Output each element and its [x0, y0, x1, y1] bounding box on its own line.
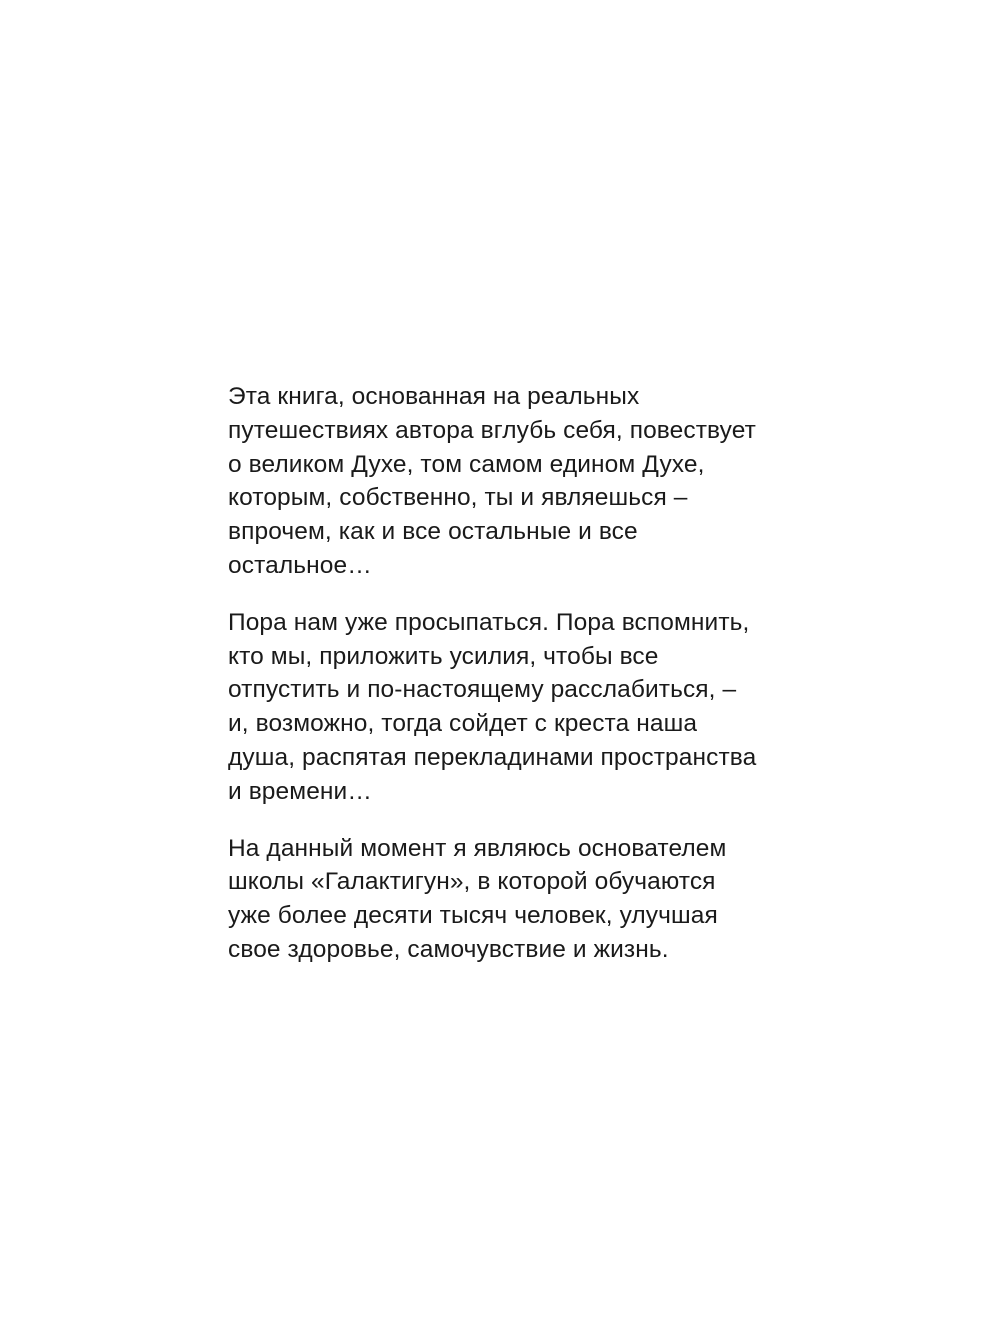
text-line: которым, собственно, ты и являешься –: [228, 484, 688, 512]
text-block: [228, 380, 788, 967]
paragraph-3: [228, 832, 788, 967]
text-line: душа, распятая перекладинами пространства: [228, 743, 757, 771]
text-line: и, возможно, тогда сойдет с креста наша: [228, 710, 698, 738]
text-line: впрочем, как и все остальные и все: [228, 518, 638, 546]
text-line: уже более десяти тысяч человек, улучшая: [228, 902, 718, 930]
text-line: о великом Духе, том самом едином Духе,: [228, 450, 705, 478]
text-line: путешествиях автора вглубь себя, повествует: [228, 416, 756, 444]
text-line: кто мы, приложить усилия, чтобы все: [228, 642, 659, 670]
text-line: Пора нам уже просыпаться. Пора вспомнить,: [228, 608, 750, 636]
text-line: Эта книга, основанная на реальных: [228, 383, 640, 410]
text-line: и времени…: [228, 777, 372, 805]
text-line: школы «Галактигун», в которой обучаются: [228, 868, 716, 896]
paragraph-1: [228, 380, 788, 583]
text-line: На данный момент я являюсь основателем: [228, 834, 727, 862]
text-line: остальное…: [228, 551, 372, 579]
paragraph-2: [228, 606, 788, 809]
text-line: отпустить и по-настоящему расслабиться, –: [228, 676, 737, 704]
text-line: свое здоровье, самочувствие и жизнь.: [228, 935, 669, 963]
